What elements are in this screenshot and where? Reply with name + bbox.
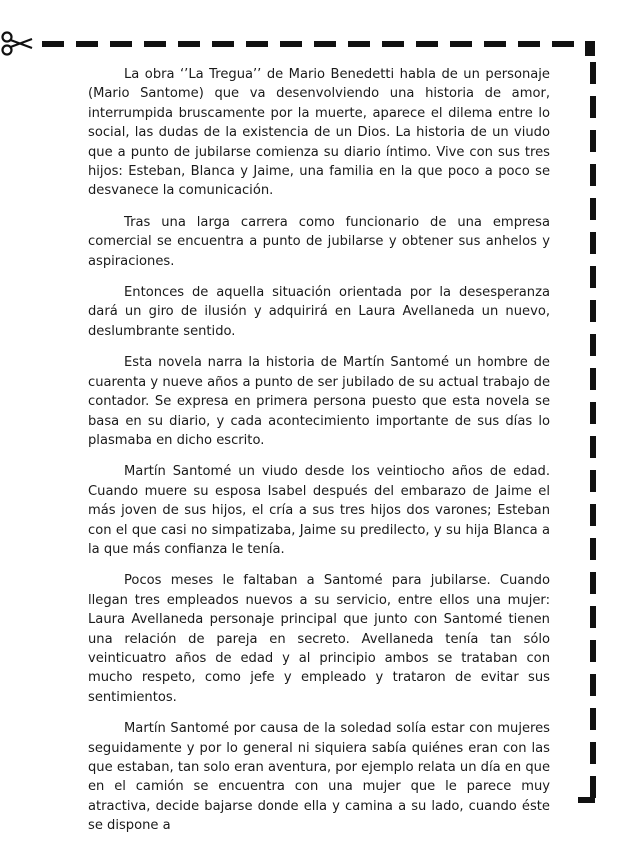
document-body (88, 65, 550, 848)
paragraph-3: Entonces de aquella situación orientada por la desesperanza dará un giro de ilusión y adquirirá en Laura Avellaneda un nuevo, deslumbrante sentido. (88, 285, 550, 339)
scissors-icon (3, 33, 33, 55)
paragraph-5: Martín Santomé un viudo desde los veintiocho años de edad. Cuando muere su esposa Isabel después del embarazo de Jaime el más joven de sus hijos, el cría a sus tres hijos dos varones; Esteban con el que casi no simpatizaba, Jaime su predilecto, y su hija Blanca a la que más confianza le tenía. (88, 464, 550, 557)
paragraph-6: Pocos meses le faltaban a Santomé para jubilarse. Cuando llegan tres empleados nuevos a su servicio, entre ellos una mujer: Laura Avellaneda personaje principal que junto con Santomé tienen una relación de pareja en secreto. Avellaneda tenía tan sólo veinticuatro años de edad y al principio ambos se trataban con mucho respeto, como jefe y empleado y trataron de evitar sus sentimientos. (88, 573, 550, 705)
paragraph-1: La obra ‘’La Tregua’’ de Mario Benedetti habla de un personaje (Mario Santome) que va desenvolviendo una historia de amor, interrumpida bruscamente por la muerte, aparece el dilema entre lo social, las dudas de la existencia de un Dios. La historia de un viudo que a punto de jubilarse comienza su diario íntimo. Vive con sus tres hijos: Esteban, Blanca y Jaime, una familia en la que poco a poco se desvanece la comunicación. (88, 67, 550, 199)
corner-top-right (585, 41, 595, 56)
paragraph-2: Tras una larga carrera como funcionario de una empresa comercial se encuentra a punto de jubilarse y obtener sus anhelos y aspiraciones. (88, 214, 550, 269)
paragraph-7: Martín Santomé por causa de la soledad solía estar con mujeres seguidamente y por lo general ni siquiera sabía quiénes eran con las que estaban, tan solo eran aventura, por ejemplo relata un día en que en el camión se encuentra con una mujer que le parece muy atractiva, decide bajarse donde ella y camina a su lado, cuando éste se dispone a (88, 721, 551, 834)
paragraph-4: Esta novela narra la historia de Martín Santomé un hombre de cuarenta y nueve años a punto de ser jubilado de su actual trabajo de contador. Se expresa en primera persona puesto que esta novela se basa en su diario, y cada acontecimiento importante de sus días lo plasmaba en dicho escrito. (88, 355, 550, 448)
corner-bottom-right (578, 797, 595, 803)
